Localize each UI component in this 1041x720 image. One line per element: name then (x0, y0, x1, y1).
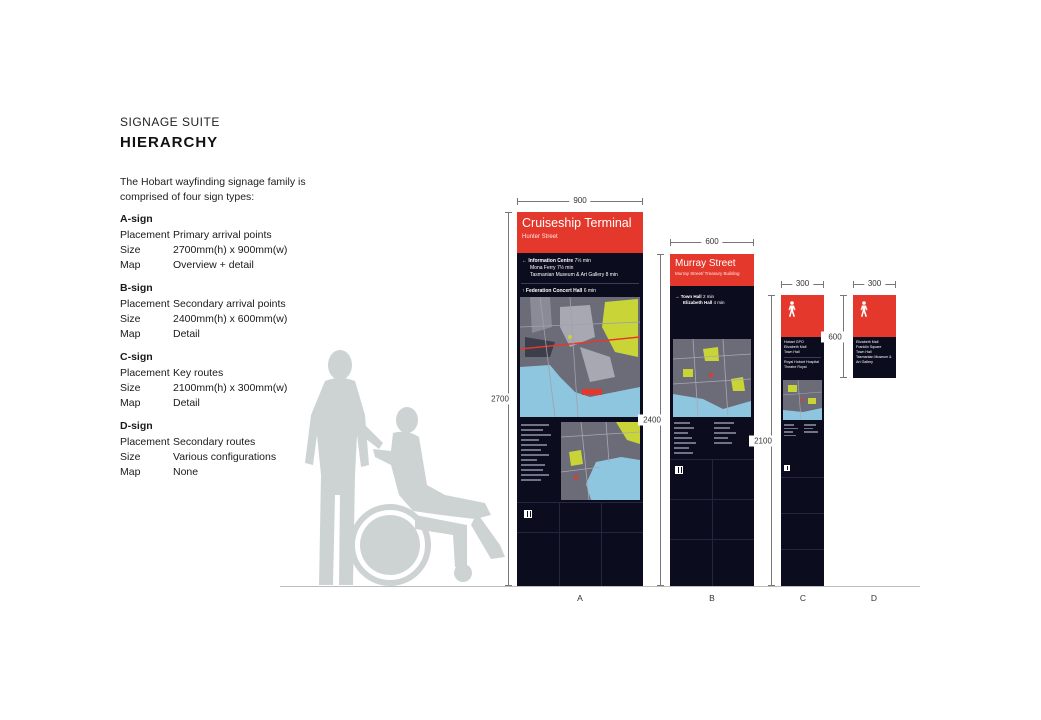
spec-key: Map (120, 466, 141, 478)
spec-key: Size (120, 451, 141, 463)
spec-heading: A-sign (120, 213, 153, 225)
sign-a-detail-map (561, 422, 640, 500)
spec-value: Key routes (173, 367, 224, 379)
spec-key: Placement (120, 298, 170, 310)
page-title: HIERARCHY (120, 134, 219, 151)
spec-value: Various configurations (173, 451, 277, 463)
spec-value: Primary arrival points (173, 229, 272, 241)
dimension-a-width (517, 195, 643, 207)
spec-key: Map (120, 328, 141, 340)
sign-c-header (781, 295, 824, 337)
sign-a-directions (517, 253, 643, 281)
dimension-label: 2100 (749, 435, 777, 446)
sign-c-legend (784, 424, 802, 438)
sign-a-header (517, 212, 643, 253)
sign-a-subtitle: Hunter Street (522, 234, 558, 240)
dimension-label: 600 (701, 236, 722, 248)
spec-heading: D-sign (120, 420, 153, 432)
direction-row: Town Hall (784, 350, 800, 354)
dimension-d-width (853, 278, 896, 290)
sign-a-legend (521, 424, 557, 484)
sign-c-detail-map (783, 380, 822, 420)
dimension-c-height (754, 295, 777, 586)
sign-d (853, 295, 896, 378)
sign-a-overview-map (520, 297, 640, 417)
spec-value: Secondary routes (173, 436, 256, 448)
sign-b-directions (670, 286, 754, 308)
human-scale-silhouettes (295, 345, 510, 590)
dimension-label: 2700 (486, 394, 514, 405)
spec-value: Detail (173, 328, 200, 340)
direction-row: Elizabeth Mall (784, 345, 807, 349)
dimension-a-height (491, 212, 514, 586)
spec-key: Size (120, 382, 141, 394)
direction-row: Theatre Royal (784, 365, 807, 369)
sign-a-direction-up: ↑ Federation Concert Hall 6 min (522, 288, 596, 294)
direction-row: ← Information Centre 7½ min (522, 258, 591, 264)
sign-b-title: Murray Street (675, 258, 736, 269)
spec-key: Placement (120, 436, 170, 448)
dimension-label: 900 (569, 195, 590, 207)
spec-value: Secondary arrival points (173, 298, 286, 310)
dimension-label: 600 (821, 331, 849, 342)
dimension-b-height (643, 254, 666, 586)
direction-row: Tasmanian Museum & Art Gallery (856, 355, 892, 364)
ground-line (280, 586, 920, 587)
spec-value: None (173, 466, 199, 478)
sign-label-c: C (799, 593, 807, 603)
direction-row: Mona Ferry 7½ min (530, 265, 574, 271)
spec-value: 2100mm(h) x 300mm(w) (173, 382, 288, 394)
sign-b-subtitle: Murray Street/ Treasury Building (675, 271, 740, 276)
direction-row: Tasmanian Museum & Art Gallery 8 min (530, 272, 618, 278)
spec-heading: B-sign (120, 282, 153, 294)
direction-row: Hobart GPO (784, 340, 804, 344)
spec-key: Placement (120, 367, 170, 379)
sign-d-directions (853, 337, 896, 368)
direction-row: Elizabeth Hall 4 min (683, 300, 725, 305)
sign-b-legend (674, 422, 710, 457)
dimension-c-width (781, 278, 824, 290)
dimension-label: 300 (864, 278, 885, 290)
sign-c (781, 295, 824, 586)
dimension-label: 2400 (638, 415, 666, 426)
spec-value: 2400mm(h) x 600mm(w) (173, 313, 288, 325)
sign-b-base-grid (670, 459, 754, 586)
spec-key: Map (120, 259, 141, 271)
dimension-b-width (670, 236, 754, 248)
sign-c-directions (781, 337, 824, 373)
sign-label-b: B (709, 593, 715, 603)
sign-c-base-grid (781, 477, 824, 586)
spec-value: 2700mm(h) x 900mm(w) (173, 244, 288, 256)
sign-b-detail-map (673, 339, 751, 417)
spec-value: Detail (173, 397, 200, 409)
sign-label-a: A (577, 593, 583, 603)
direction-row: → Town Hall 2 min (675, 294, 714, 299)
sign-label-d: D (870, 593, 878, 603)
spec-value: Overview + detail (173, 259, 254, 271)
wheelchair-user-icon (352, 407, 505, 583)
spec-heading: C-sign (120, 351, 153, 363)
direction-row: Royal Hobart Hospital (784, 360, 819, 364)
pedestrian-icon (785, 301, 799, 317)
pedestrian-icon (857, 301, 871, 317)
sign-b-legend-2 (714, 422, 750, 447)
dimension-label: 300 (792, 278, 813, 290)
sign-a-title: Cruiseship Terminal (522, 216, 632, 230)
sign-a (517, 212, 643, 586)
spec-key: Placement (120, 229, 170, 241)
direction-row: Franklin Square (856, 345, 882, 349)
spec-b-sign (120, 281, 360, 342)
direction-row: Town Hall (856, 350, 872, 354)
sign-c-legend-2 (804, 424, 822, 435)
sign-b-header (670, 254, 754, 286)
spec-a-sign (120, 212, 360, 273)
direction-row: Elizabeth Mall (856, 340, 879, 344)
intro-text: The Hobart wayfinding signage family is comprised of four sign types: (120, 176, 306, 203)
qr-code-icon (784, 465, 790, 471)
sign-d-header (853, 295, 896, 337)
spec-key: Size (120, 313, 141, 325)
sign-b (670, 254, 754, 586)
spec-key: Size (120, 244, 141, 256)
sign-a-base-grid (517, 502, 643, 586)
spec-key: Map (120, 397, 141, 409)
dimension-d-height (828, 295, 849, 378)
section-eyebrow: SIGNAGE SUITE (120, 115, 220, 129)
